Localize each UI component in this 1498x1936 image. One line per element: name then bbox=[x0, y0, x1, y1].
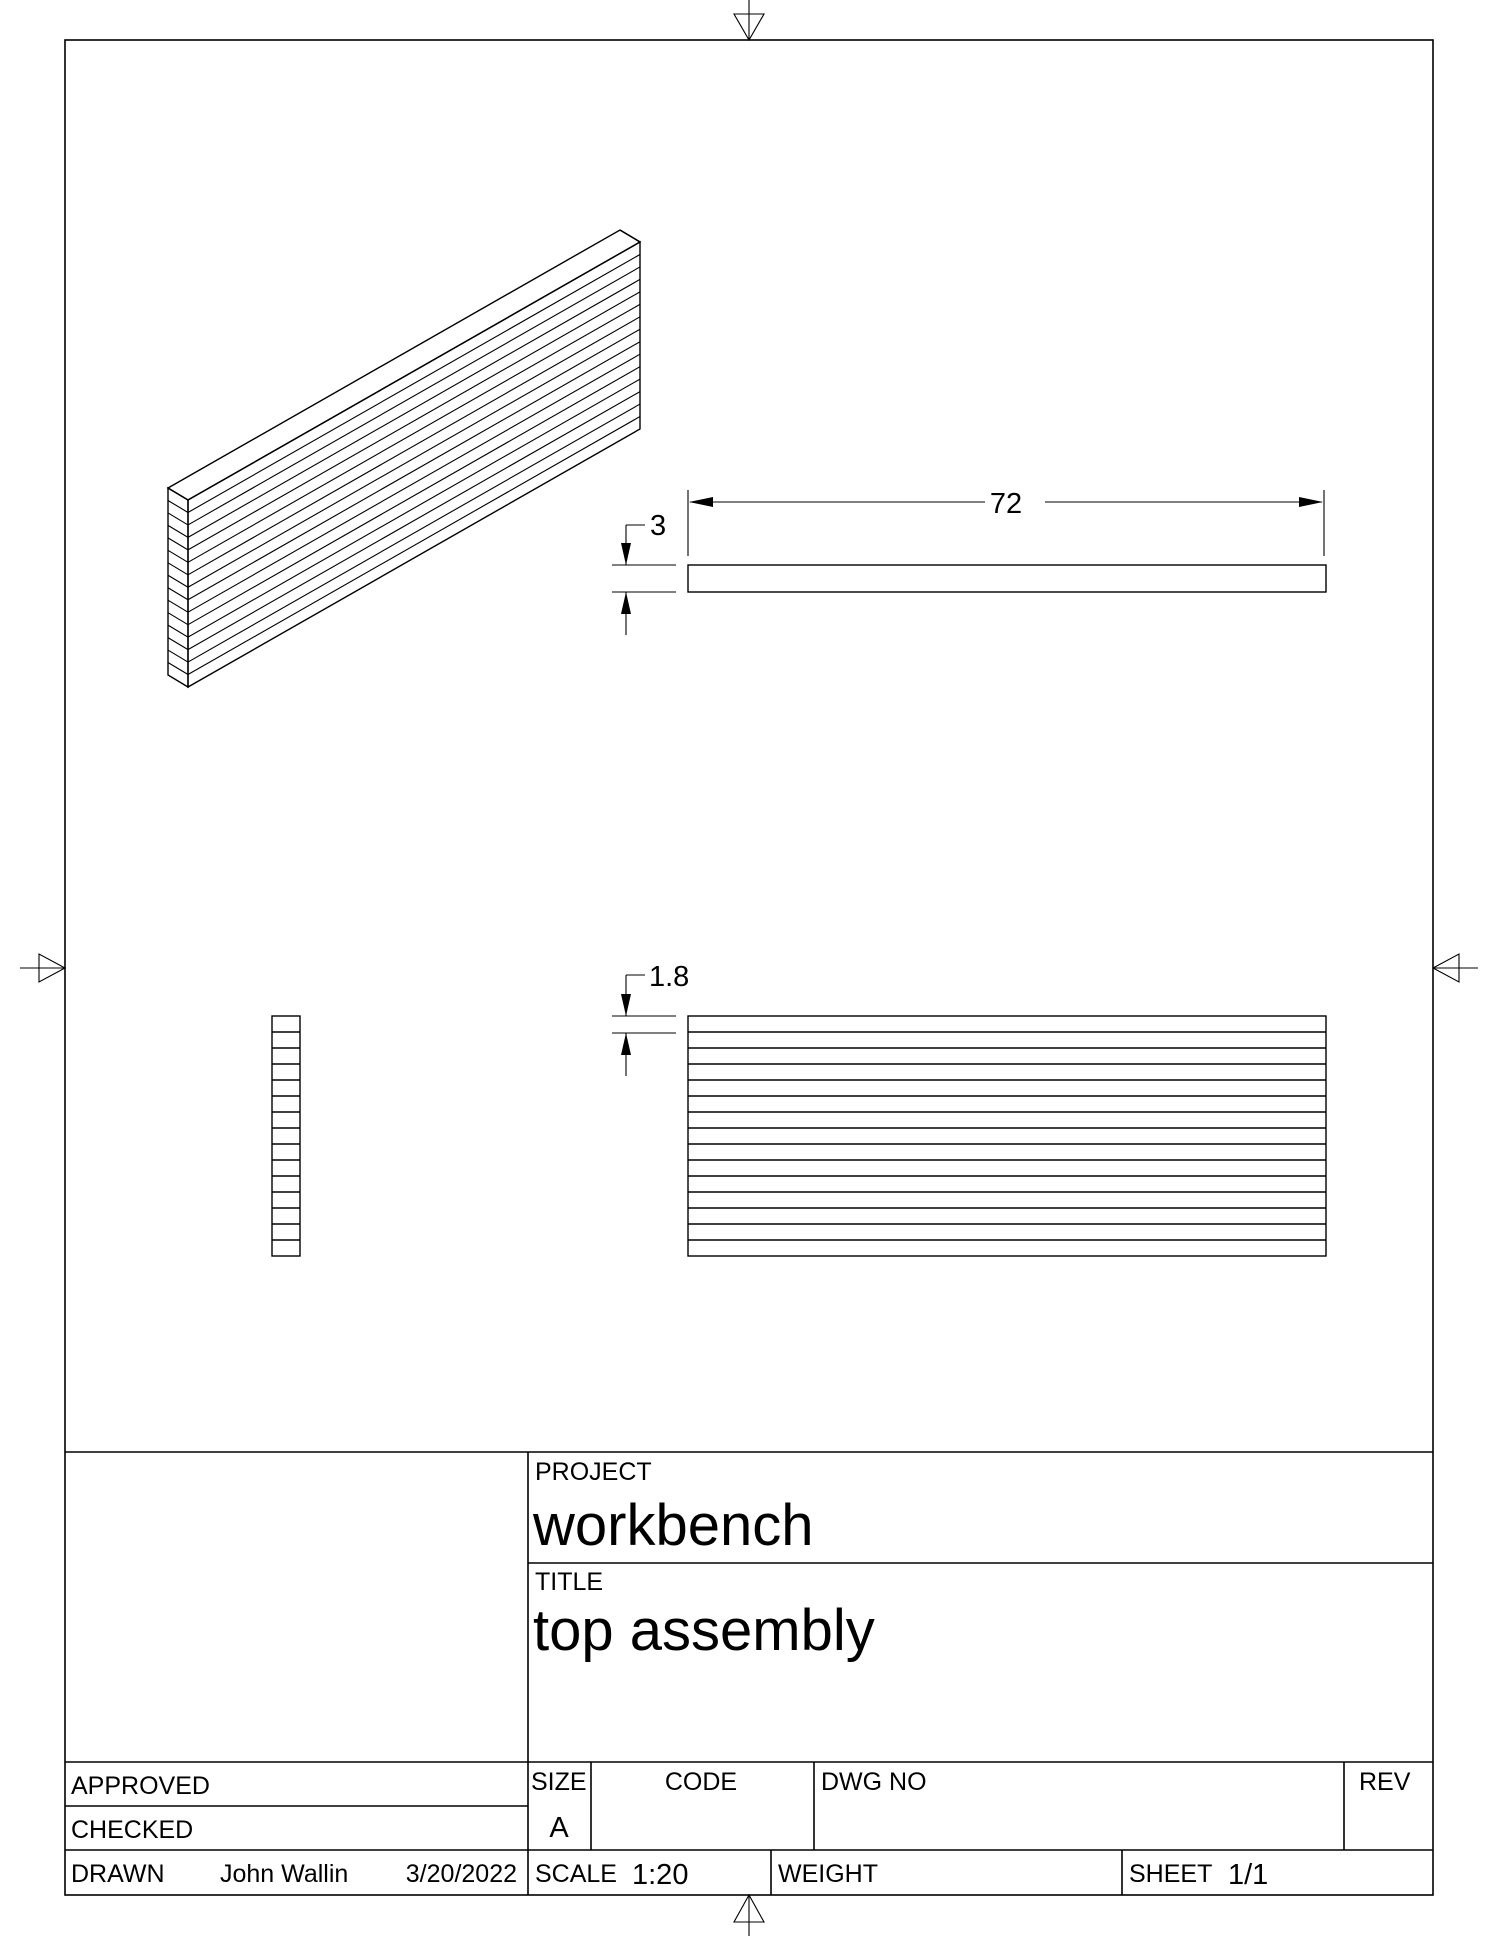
iso-end-face bbox=[168, 488, 188, 687]
drawn-date: 3/20/2022 bbox=[405, 1860, 517, 1888]
iso-board-seam bbox=[188, 304, 640, 562]
side-view bbox=[272, 1016, 300, 1256]
top-view-outline bbox=[688, 565, 1326, 592]
iso-board-seam bbox=[188, 267, 640, 525]
code-label: CODE bbox=[664, 1768, 738, 1796]
iso-board-seam bbox=[168, 588, 188, 600]
iso-board-seam bbox=[188, 379, 640, 637]
size-value: A bbox=[549, 1812, 569, 1844]
board-width-dimension bbox=[612, 961, 689, 1076]
iso-board-seam bbox=[168, 600, 188, 612]
iso-top-face bbox=[168, 230, 640, 500]
iso-board-seam bbox=[188, 354, 640, 612]
drawn-by: John Wallin bbox=[220, 1860, 349, 1888]
rev-label: REV bbox=[1359, 1768, 1411, 1796]
iso-board-seam bbox=[168, 625, 188, 637]
project-label: PROJECT bbox=[535, 1458, 652, 1486]
iso-board-seam bbox=[188, 367, 640, 625]
iso-board-seam bbox=[168, 513, 188, 525]
iso-front-face bbox=[188, 242, 640, 687]
iso-board-seam bbox=[188, 392, 640, 650]
iso-board-seam bbox=[168, 525, 188, 537]
title-label: TITLE bbox=[535, 1568, 604, 1596]
sheet-value: 1/1 bbox=[1228, 1859, 1269, 1891]
iso-board-seam bbox=[168, 500, 188, 512]
weight-label: WEIGHT bbox=[778, 1860, 878, 1888]
iso-board-seam bbox=[188, 254, 640, 512]
iso-board-seam bbox=[168, 563, 188, 575]
project-name: workbench bbox=[533, 1493, 814, 1558]
iso-board-seam bbox=[188, 292, 640, 550]
size-label: SIZE bbox=[531, 1768, 587, 1796]
iso-edge bbox=[620, 230, 640, 242]
checked-label: CHECKED bbox=[71, 1816, 194, 1844]
scale-value: 1:20 bbox=[632, 1859, 689, 1891]
iso-board-seam bbox=[168, 638, 188, 650]
iso-board-seam bbox=[188, 417, 640, 675]
board-width-dimension-label: 1.8 bbox=[649, 961, 690, 993]
approved-label: APPROVED bbox=[71, 1772, 210, 1800]
iso-board-seam bbox=[168, 663, 188, 675]
iso-board-seam bbox=[188, 404, 640, 662]
iso-board-seam bbox=[168, 650, 188, 662]
side-view-outline bbox=[272, 1016, 300, 1256]
length-dimension-label: 72 bbox=[989, 488, 1023, 520]
drawn-label: DRAWN bbox=[71, 1860, 165, 1888]
sheet-label: SHEET bbox=[1129, 1860, 1213, 1888]
title-block bbox=[65, 1452, 1433, 1895]
iso-board-seam bbox=[188, 329, 640, 587]
front-view-outline bbox=[688, 1016, 1326, 1256]
thickness-dimension bbox=[612, 510, 676, 635]
length-dimension bbox=[688, 488, 1324, 556]
iso-board-seam bbox=[168, 538, 188, 550]
front-view bbox=[688, 1016, 1326, 1256]
top-view bbox=[688, 565, 1326, 592]
drawing-title: top assembly bbox=[533, 1598, 875, 1663]
iso-board-seam bbox=[168, 575, 188, 587]
thickness-dimension-label: 3 bbox=[650, 510, 667, 542]
iso-board-seam bbox=[188, 317, 640, 575]
dwg-no-label: DWG NO bbox=[821, 1768, 927, 1796]
iso-board-seam bbox=[168, 613, 188, 625]
iso-board-seam bbox=[188, 342, 640, 600]
iso-board-seam bbox=[168, 550, 188, 562]
isometric-view bbox=[168, 230, 640, 687]
iso-board-seam bbox=[188, 279, 640, 537]
scale-label: SCALE bbox=[535, 1860, 617, 1888]
